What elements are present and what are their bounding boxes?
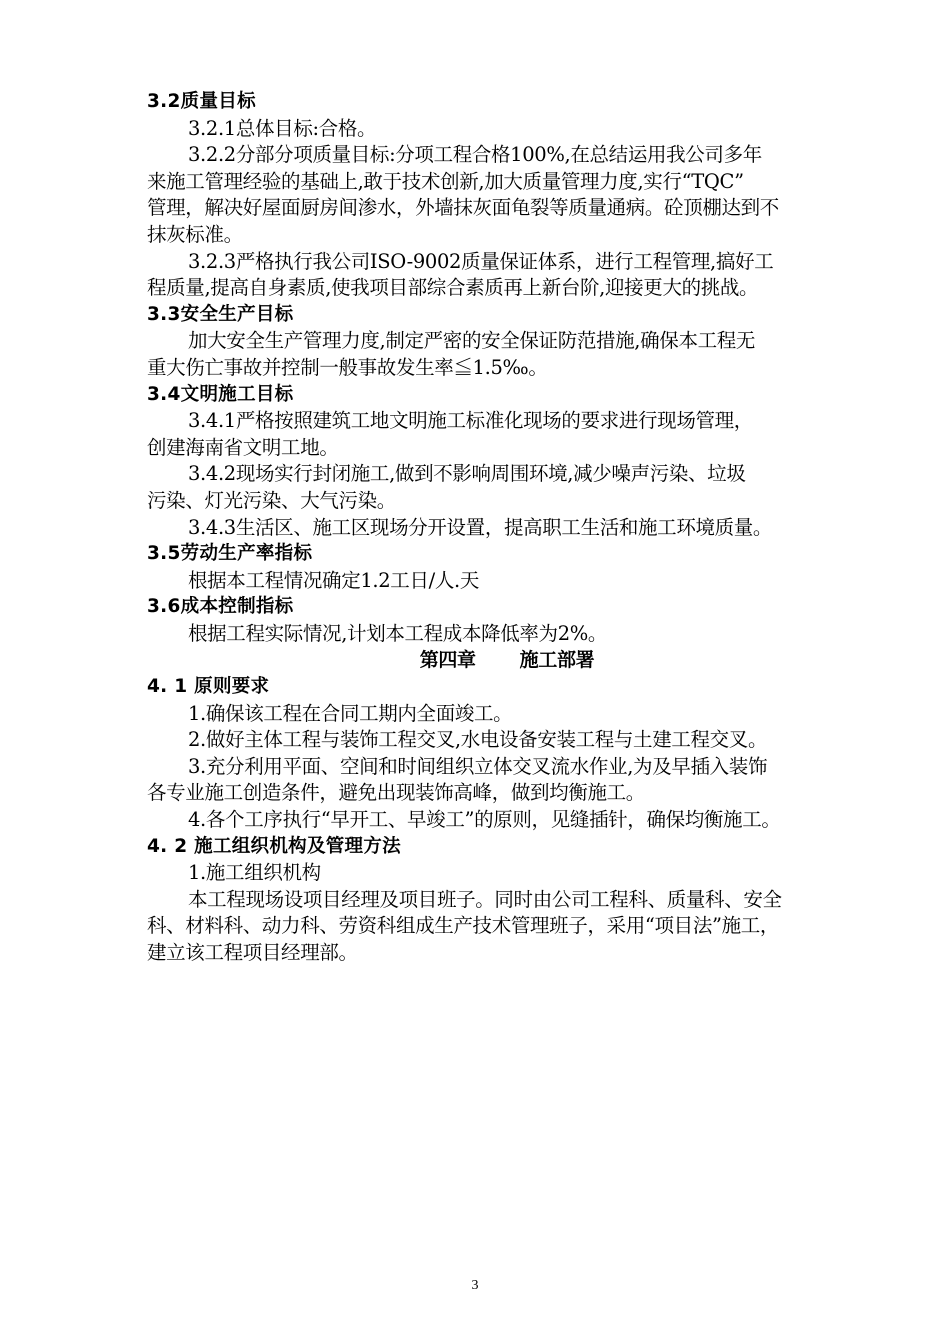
document-body <box>147 89 867 967</box>
section-heading: 4. 2 施工组织机构及管理方法 <box>147 835 401 857</box>
chapter-number: 第四章 <box>419 649 476 672</box>
paragraph-line: 创建海南省文明工地。 <box>147 435 339 459</box>
paragraph-line: 根据本工程情况确定1.2工日/人.天 <box>188 568 479 592</box>
section-heading: 3.2质量目标 <box>147 91 256 112</box>
paragraph-line: 程质量,提高自身素质,使我项目部综合素质再上新台阶,迎接更大的挑战。 <box>147 276 759 300</box>
paragraph-line: 1.施工组织机构 <box>188 861 321 885</box>
section-heading: 4. 1 原则要求 <box>147 676 270 698</box>
chapter-title <box>147 647 867 674</box>
paragraph-line: 来施工管理经验的基础上,敢于技术创新,加大质量管理力度,实行“TQC” <box>147 169 744 193</box>
paragraph-line: 科、材料科、动力科、劳资科组成生产技术管理班子，采用“项目法”施工， <box>147 914 780 938</box>
paragraph-line: 重大伤亡事故并控制一般事故发生率≦1.5‰。 <box>147 355 548 379</box>
section-3-goals <box>147 89 867 647</box>
paragraph-line: 3.2.2分部分项质量目标:分项工程合格100%,在总结运用我公司多年 <box>188 143 762 167</box>
paragraph-line: 3.2.1总体目标:合格。 <box>188 116 377 140</box>
paragraph-line: 3.4.1严格按照建筑工地文明施工标准化现场的要求进行现场管理， <box>188 409 753 433</box>
paragraph-line: 2.做好主体工程与装饰工程交叉,水电设备安装工程与土建工程交叉。 <box>188 728 768 752</box>
section-4-deployment <box>147 674 867 967</box>
paragraph-line: 建立该工程项目经理部。 <box>147 941 358 964</box>
paragraph-line: 3.充分利用平面、空间和时间组织立体交叉流水作业,为及早插入装饰 <box>188 754 768 778</box>
paragraph-line: 3.2.3严格执行我公司ISO-9002质量保证体系，进行工程管理,搞好工 <box>188 249 774 273</box>
paragraph-line: 3.4.2现场实行封闭施工,做到不影响周围环境,减少噪声污染、垃圾 <box>188 462 746 486</box>
paragraph-line: 4.各个工序执行“早开工、早竣工”的原则，见缝插针，确保均衡施工。 <box>188 808 781 832</box>
chapter-name: 施工部署 <box>519 649 595 672</box>
paragraph-line: 管理，解决好屋面厨房间渗水，外墙抹灰面龟裂等质量通病。砼顶棚达到不 <box>147 196 779 220</box>
paragraph-line: 抹灰标准。 <box>147 222 243 246</box>
section-heading: 3.4文明施工目标 <box>147 383 294 405</box>
section-heading: 3.5劳动生产率指标 <box>147 543 313 565</box>
paragraph-line: 本工程现场设项目经理及项目班子。同时由公司工程科、质量科、安全 <box>188 887 782 911</box>
paragraph-line: 3.4.3生活区、施工区现场分开设置，提高职工生活和施工环境质量。 <box>188 515 773 539</box>
paragraph-line: 各专业施工创造条件，避免出现装饰高峰，做到均衡施工。 <box>147 781 645 805</box>
paragraph-line: 根据工程实际情况,计划本工程成本降低率为2%。 <box>188 621 608 645</box>
paragraph-line: 加大安全生产管理力度,制定严密的安全保证防范措施,确保本工程无 <box>188 329 756 353</box>
page-number: 3 <box>471 1278 479 1293</box>
section-heading: 3.6成本控制指标 <box>147 596 294 618</box>
paragraph-line: 污染、灯光污染、大气污染。 <box>147 488 396 512</box>
paragraph-line: 1.确保该工程在合同工期内全面竣工。 <box>188 701 513 725</box>
section-heading: 3.3安全生产目标 <box>147 303 294 325</box>
